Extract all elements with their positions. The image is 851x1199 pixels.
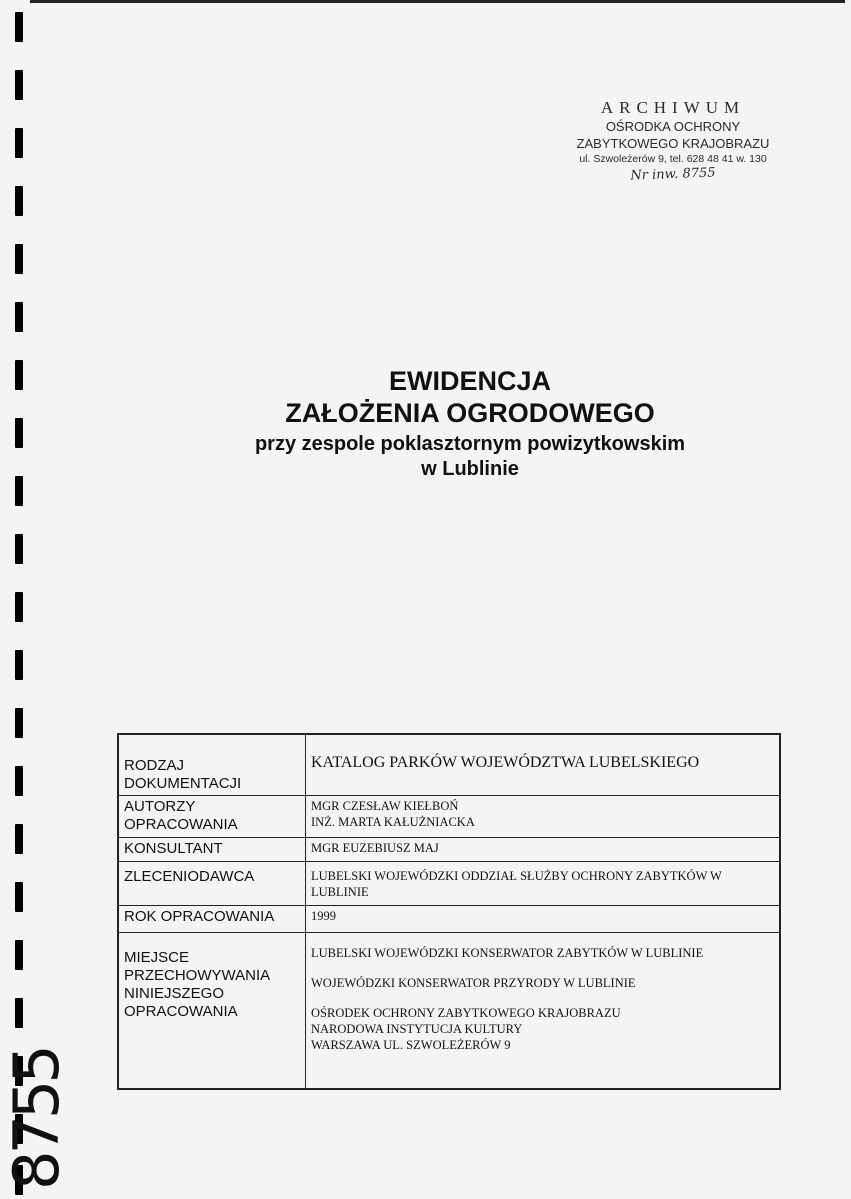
table-row: [118, 838, 780, 862]
top-edge-line: [30, 0, 845, 3]
table-row: [118, 933, 780, 1090]
document-info-table: [117, 733, 781, 1090]
binding-hole: [15, 998, 23, 1028]
label-zleceniodawca: ZLECENIODAWCA: [118, 862, 306, 906]
stamp-line-1: OŚRODKA OCHRONY: [605, 119, 741, 134]
binding-hole: [15, 418, 23, 448]
handwritten-inventory-number: 8755: [0, 1048, 73, 1190]
stamp-address: ul. Szwoleżerów 9, tel. 628 48 41 w. 130: [579, 153, 767, 165]
location-4: NARODOWA INSTYTUCJA KULTURY: [311, 1022, 523, 1036]
title-line-4: w Lublinie: [421, 458, 519, 480]
value-konsultant: MGR EUZEBIUSZ MAJ: [306, 838, 781, 862]
location-2: WOJEWÓDZKI KONSERWATOR PRZYRODY W LUBLINIE: [311, 976, 636, 990]
binding-hole: [15, 476, 23, 506]
binding-hole: [15, 360, 23, 390]
binding-hole: [15, 824, 23, 854]
value-miejsce: [306, 933, 781, 1090]
binding-hole: [15, 766, 23, 796]
binding-hole: [15, 12, 23, 42]
table-row: [118, 796, 780, 838]
location-5: WARSZAWA UL. SZWOLEŻERÓW 9: [311, 1038, 511, 1052]
title-line-1: EWIDENCJA: [388, 366, 551, 396]
author-1: MGR CZESŁAW KIEŁBOŃ: [311, 799, 459, 813]
binding-hole: [15, 534, 23, 564]
value-zleceniodawca: LUBELSKI WOJEWÓDZKI ODDZIAŁ SŁUŻBY OCHRONY ZABYTKÓW W LUBLINIE: [306, 862, 781, 906]
value-autorzy: [306, 796, 781, 838]
value-rodzaj: KATALOG PARKÓW WOJEWÓDZTWA LUBELSKIEGO: [306, 734, 781, 796]
binding-hole: [15, 708, 23, 738]
binding-hole: [15, 70, 23, 100]
binding-hole: [15, 940, 23, 970]
binding-hole: [15, 302, 23, 332]
label-konsultant: KONSULTANT: [118, 838, 306, 862]
label-miejsce: MIEJSCE PRZECHOWYWANIA NINIEJSZEGO OPRACOWANIA: [118, 933, 306, 1090]
binding-hole: [15, 244, 23, 274]
binding-hole: [15, 128, 23, 158]
archive-stamp: [568, 98, 778, 182]
label-rok: ROK OPRACOWANIA: [118, 906, 306, 933]
binding-hole: [15, 650, 23, 680]
value-rok: 1999: [306, 906, 781, 933]
table-row: [118, 906, 780, 933]
location-3: OŚRODEK OCHRONY ZABYTKOWEGO KRAJOBRAZU: [311, 1006, 621, 1020]
stamp-title: ARCHIWUM: [600, 98, 746, 117]
table-row: [118, 862, 780, 906]
binding-hole: [15, 186, 23, 216]
title-line-3: przy zespole poklasztornym powizytkowskim: [254, 433, 686, 455]
binding-hole: [15, 592, 23, 622]
label-autorzy: AUTORZY OPRACOWANIA: [118, 796, 306, 838]
stamp-inventory-number: Nr inw. 8755: [630, 165, 716, 184]
binding-hole: [15, 882, 23, 912]
table-row: [118, 734, 780, 796]
document-title: [120, 365, 820, 482]
stamp-line-2: ZABYTKOWEGO KRAJOBRAZU: [576, 136, 770, 151]
location-1: LUBELSKI WOJEWÓDZKI KONSERWATOR ZABYTKÓW W LUBLINIE: [311, 946, 704, 960]
label-rodzaj: RODZAJ DOKUMENTACJI: [118, 734, 306, 796]
binding-holes: [0, 0, 40, 1199]
title-line-2: ZAŁOŻENIA OGRODOWEGO: [285, 398, 655, 428]
author-2: INŻ. MARTA KAŁUŻNIACKA: [311, 815, 475, 829]
